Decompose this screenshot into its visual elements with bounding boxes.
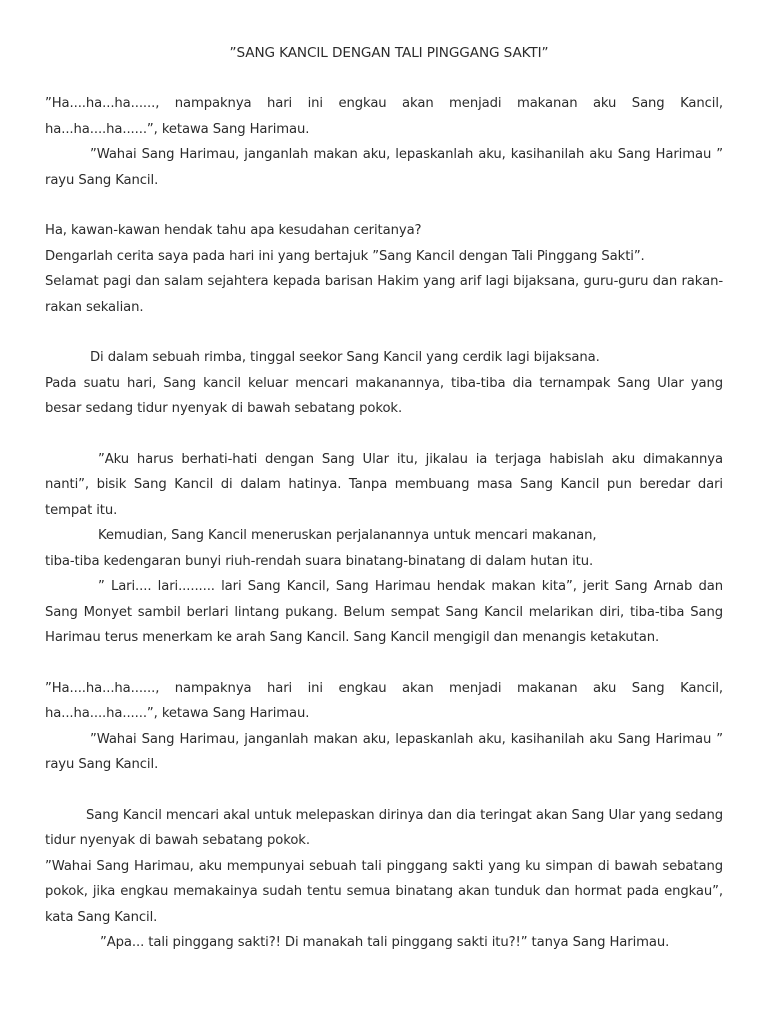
paragraph: Sang Kancil mencari akal untuk melepaskan dirinya dan dia teringat akan Sang Ular yang sedang tidur nyenyak di bawah sebatang pokok. — [45, 807, 723, 848]
paragraph-spacer — [45, 193, 723, 218]
paragraph-spacer — [45, 422, 723, 447]
paragraph: tiba-tiba kedengaran bunyi riuh-rendah suara binatang-binatang di dalam hutan itu. — [45, 553, 594, 569]
paragraph-spacer — [45, 320, 723, 345]
paragraph: Selamat pagi dan salam sejahtera kepada barisan Hakim yang arif lagi bijaksana, guru-guru dan rakan-rakan sekalian. — [45, 274, 723, 315]
paragraph-spacer — [45, 651, 723, 676]
paragraph: ”Aku harus berhati-hati dengan Sang Ular itu, jikalau ia terjaga habislah aku dimakannya nanti”, bisik Sang Kancil di dalam hatinya. Tanpa membuang masa Sang Kancil pun beredar dari tempat itu. — [45, 451, 723, 518]
document-page — [45, 40, 723, 956]
paragraph: ”Ha....ha...ha......, nampaknya hari ini engkau akan menjadi makanan aku Sang Kancil, ha...ha....ha......”, ketawa Sang Harimau. — [45, 680, 723, 721]
paragraph: Dengarlah cerita saya pada hari ini yang bertajuk ”Sang Kancil dengan Tali Pinggang Sakti”. — [45, 248, 645, 264]
paragraph: Pada suatu hari, Sang kancil keluar mencari makanannya, tiba-tiba dia ternampak Sang Ular yang besar sedang tidur nyenyak di bawah sebatang pokok. — [45, 375, 723, 416]
paragraph: ”Wahai Sang Harimau, aku mempunyai sebuah tali pinggang sakti yang ku simpan di bawah sebatang pokok, jika engkau memakainya sudah tentu semua binatang akan tunduk dan hormat pada engkau”, kata Sang Kancil. — [45, 858, 723, 925]
paragraph: Kemudian, Sang Kancil meneruskan perjalanannya untuk mencari makanan, — [98, 528, 597, 543]
document-title: ”SANG KANCIL DENGAN TALI PINGGANG SAKTI” — [229, 45, 549, 61]
paragraph: Di dalam sebuah rimba, tinggal seekor Sang Kancil yang cerdik lagi bijaksana. — [90, 350, 600, 365]
paragraph: ”Wahai Sang Harimau, janganlah makan aku, lepaskanlah aku, kasihanilah aku Sang Harimau ” rayu Sang Kancil. — [45, 731, 723, 772]
paragraph: ”Apa... tali pinggang sakti?! Di manakah tali pinggang sakti itu?!” tanya Sang Harimau. — [100, 935, 670, 950]
paragraph: ”Ha....ha...ha......, nampaknya hari ini engkau akan menjadi makanan aku Sang Kancil, ha...ha....ha......”, ketawa Sang Harimau. — [45, 96, 723, 137]
paragraph-spacer — [45, 778, 723, 803]
paragraph: Ha, kawan-kawan hendak tahu apa kesudahan ceritanya? — [45, 223, 422, 238]
paragraph: ”Wahai Sang Harimau, janganlah makan aku, lepaskanlah aku, kasihanilah aku Sang Harimau ” rayu Sang Kancil. — [45, 147, 723, 188]
paragraph: ” Lari.... lari......... lari Sang Kancil, Sang Harimau hendak makan kita”, jerit Sang Arnab dan Sang Monyet sambil berlari lintang pukang. Belum sempat Sang Kancil melarikan diri, tiba-tiba Sang Harimau terus menerkam ke arah Sang Kancil. Sang Kancil mengigil dan menangis ketakutan. — [45, 579, 723, 645]
